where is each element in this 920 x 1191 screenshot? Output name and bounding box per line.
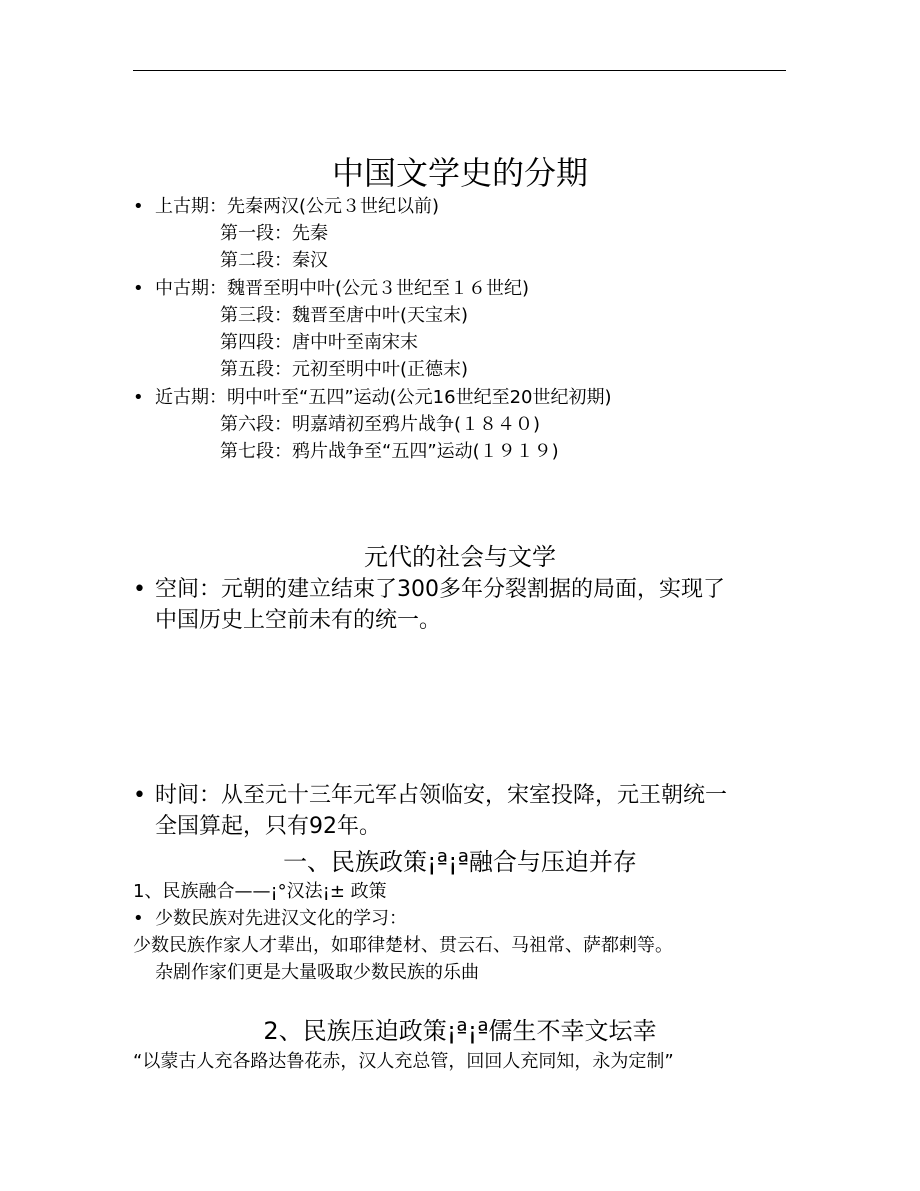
section-title-oppression: 2、民族压迫政策¡ª¡ª儒生不幸文坛幸 — [263, 1017, 657, 1045]
fusion-heading: 1、民族融合——¡°汉法¡± 政策 — [133, 881, 387, 902]
period-stage: 第一段：先秦 — [220, 223, 328, 244]
fusion-bullet — [133, 904, 407, 930]
period-stage: 第七段：鸦片战争至“五四”运动(１９１９) — [220, 441, 559, 462]
bullet-icon: • — [133, 278, 144, 299]
bullet-icon: • — [133, 577, 146, 602]
space-line — [133, 572, 725, 603]
section-title-yuan: 元代的社会与文学 — [364, 543, 556, 571]
time-line-cont: 全国算起，只有92年。 — [155, 814, 381, 839]
bullet-icon: • — [133, 783, 146, 808]
period-label: 上古期：先秦两汉(公元３世纪以前) — [155, 196, 440, 217]
quote: “以蒙古人充各路达鲁花赤，汉人充总管，回回人充同知，永为定制” — [133, 1051, 674, 1072]
period-near-ancient — [133, 383, 612, 409]
page-title: 中国文学史的分期 — [331, 154, 588, 192]
period-stage: 第五段：元初至明中叶(正德末) — [220, 359, 469, 380]
fusion-paragraph: 少数民族作家人才辈出，如耶律楚材、贯云石、马祖常、萨都剌等。 — [133, 935, 673, 956]
section-title-policy: 一、民族政策¡ª¡ª融合与压迫并存 — [283, 848, 637, 876]
space-text: 空间：元朝的建立结束了300多年分裂割据的局面，实现了 — [155, 577, 725, 602]
bullet-icon: • — [133, 908, 144, 929]
period-stage: 第二段：秦汉 — [220, 250, 328, 271]
bullet-icon: • — [133, 387, 144, 408]
period-upper-ancient — [133, 192, 439, 218]
period-label: 中古期：魏晋至明中叶(公元３世纪至１６世纪) — [155, 278, 530, 299]
period-stage: 第四段：唐中叶至南宋末 — [220, 332, 418, 353]
bullet-icon: • — [133, 196, 144, 217]
time-line — [133, 778, 727, 809]
period-stage: 第三段：魏晋至唐中叶(天宝末) — [220, 305, 469, 326]
fusion-bullet-text: 少数民族对先进汉文化的学习： — [155, 908, 407, 929]
fusion-paragraph-cont: 杂剧作家们更是大量吸取少数民族的乐曲 — [155, 962, 479, 983]
period-middle-ancient — [133, 274, 529, 300]
time-text: 时间：从至元十三年元军占领临安，宋室投降，元王朝统一 — [155, 783, 728, 808]
space-line-cont: 中国历史上空前未有的统一。 — [155, 608, 442, 633]
period-stage: 第六段：明嘉靖初至鸦片战争(１８４０) — [220, 414, 541, 435]
header-rule — [133, 70, 786, 71]
period-label: 近古期：明中叶至“五四”运动(公元16世纪至20世纪初期) — [155, 387, 612, 408]
